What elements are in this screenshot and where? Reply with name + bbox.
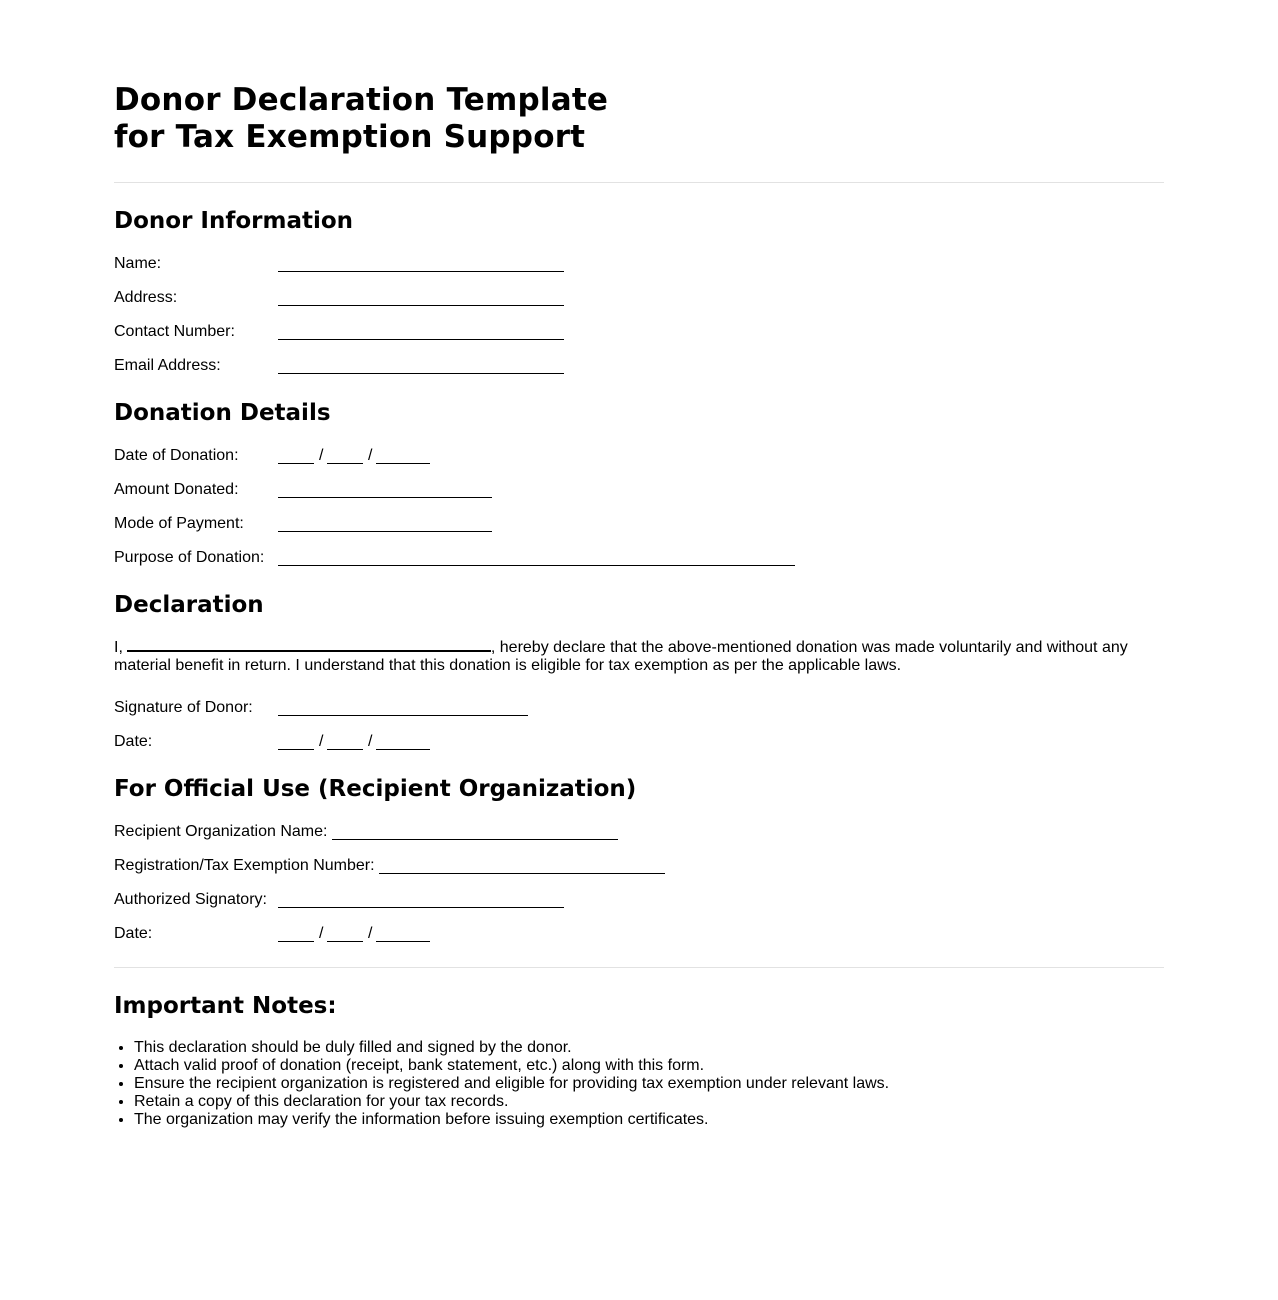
title-line-1: Donor Declaration Template xyxy=(114,82,609,118)
donation-date-month-field[interactable] xyxy=(327,463,363,464)
donor-signature-field[interactable] xyxy=(278,715,528,716)
date-separator: / xyxy=(319,925,324,942)
notes-divider xyxy=(114,967,1164,968)
donor-signature-row xyxy=(114,698,534,718)
donor-name-label: Name: xyxy=(114,255,162,272)
note-item: • Ensure the recipient organization is registered and eligible for providing tax exemption under relevant laws. xyxy=(134,1075,1164,1093)
declaration-date-day-field[interactable] xyxy=(278,749,314,750)
donor-name-row xyxy=(114,254,574,274)
declaration-date-row xyxy=(114,732,444,752)
donation-details-heading: Donation Details xyxy=(114,400,331,426)
donor-contact-label: Contact Number: xyxy=(114,323,235,340)
authorized-signatory-field[interactable] xyxy=(278,907,564,908)
official-date-year-field[interactable] xyxy=(376,941,430,942)
authorized-signatory-row xyxy=(114,890,574,910)
payment-mode-field[interactable] xyxy=(278,531,492,532)
amount-row xyxy=(114,480,504,500)
donation-date-day-field[interactable] xyxy=(278,463,314,464)
date-separator: / xyxy=(368,733,373,750)
org-name-label: Recipient Organization Name: xyxy=(114,823,328,840)
date-separator: / xyxy=(368,447,373,464)
declaration-statement xyxy=(114,638,1164,675)
note-item: • This declaration should be duly filled and signed by the donor. xyxy=(134,1039,1164,1057)
notes-list xyxy=(114,1039,1164,1129)
document-title xyxy=(114,82,714,156)
donor-address-row xyxy=(114,288,574,308)
declarant-name-field[interactable] xyxy=(127,638,491,652)
date-separator: / xyxy=(319,447,324,464)
official-date-day-field[interactable] xyxy=(278,941,314,942)
amount-label: Amount Donated: xyxy=(114,481,239,498)
payment-mode-label: Mode of Payment: xyxy=(114,515,244,532)
donor-email-label: Email Address: xyxy=(114,357,221,374)
date-separator: / xyxy=(319,733,324,750)
donor-contact-row xyxy=(114,322,574,342)
purpose-row xyxy=(114,548,804,568)
declaration-date-year-field[interactable] xyxy=(376,749,430,750)
note-item: • The organization may verify the information before issuing exemption certificates. xyxy=(134,1111,1164,1129)
official-use-heading: For Official Use (Recipient Organization) xyxy=(114,776,637,802)
donation-date-row xyxy=(114,446,444,466)
org-name-field[interactable] xyxy=(332,839,618,840)
top-divider xyxy=(114,182,1164,183)
official-date-row xyxy=(114,924,444,944)
donor-contact-field[interactable] xyxy=(278,339,564,340)
declaration-prefix: I, xyxy=(114,639,123,656)
purpose-label: Purpose of Donation: xyxy=(114,549,265,566)
payment-mode-row xyxy=(114,514,504,534)
donor-email-field[interactable] xyxy=(278,373,564,374)
registration-number-row xyxy=(114,856,674,876)
registration-number-label: Registration/Tax Exemption Number: xyxy=(114,857,375,874)
donor-email-row xyxy=(114,356,574,376)
registration-number-field[interactable] xyxy=(379,873,665,874)
donation-date-label: Date of Donation: xyxy=(114,447,239,464)
donor-information-heading: Donor Information xyxy=(114,208,354,234)
donor-name-field[interactable] xyxy=(278,271,564,272)
note-item: • Attach valid proof of donation (receipt, bank statement, etc.) along with this form. xyxy=(134,1057,1164,1075)
declaration-date-month-field[interactable] xyxy=(327,749,363,750)
donor-address-field[interactable] xyxy=(278,305,564,306)
declaration-date-label: Date: xyxy=(114,733,153,750)
donor-signature-label: Signature of Donor: xyxy=(114,699,253,716)
donor-address-label: Address: xyxy=(114,289,178,306)
purpose-field[interactable] xyxy=(278,565,795,566)
donation-date-year-field[interactable] xyxy=(376,463,430,464)
important-notes-heading: Important Notes: xyxy=(114,993,337,1019)
note-item: • Retain a copy of this declaration for your tax records. xyxy=(134,1093,1164,1111)
official-date-month-field[interactable] xyxy=(327,941,363,942)
org-name-row xyxy=(114,822,634,842)
title-line-2: for Tax Exemption Support xyxy=(114,119,586,155)
declaration-text: , hereby declare that the above-mentioned donation was made voluntarily and without any material benefit in return. I understand that this donation is eligible for tax exemption as per the applicable laws. xyxy=(114,639,1128,674)
declaration-heading: Declaration xyxy=(114,592,264,618)
date-separator: / xyxy=(368,925,373,942)
official-date-label: Date: xyxy=(114,925,153,942)
authorized-signatory-label: Authorized Signatory: xyxy=(114,891,267,908)
amount-field[interactable] xyxy=(278,497,492,498)
